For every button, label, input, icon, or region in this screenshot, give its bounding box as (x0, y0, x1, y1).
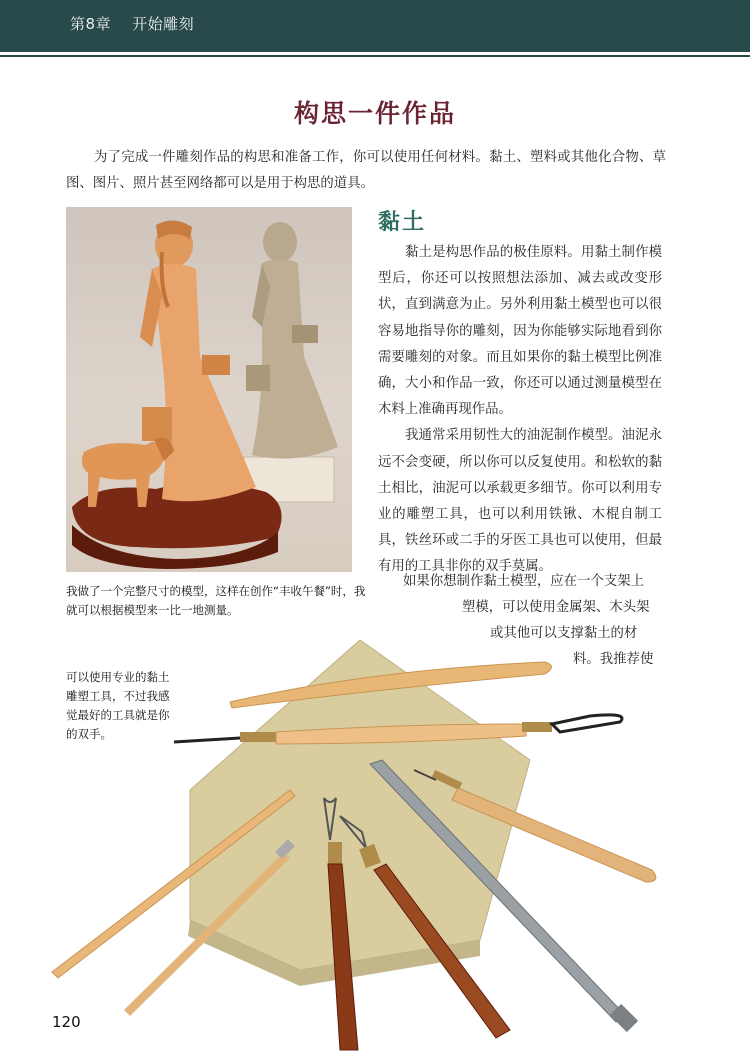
clay-paragraph-3-line-3: 或其他可以支撑黏土的材 (490, 626, 638, 641)
clay-paragraph-3-line-4: 料。我推荐使 (573, 652, 654, 667)
chapter-title: 开始雕刻 (132, 15, 195, 33)
clay-section-body (378, 240, 662, 581)
clay-paragraph-3-line-2: 塑模，可以使用金属架、木头架 (462, 600, 650, 615)
sculpting-tools-photo (40, 620, 690, 1059)
section-title-clay: 黏土 (378, 209, 427, 235)
clay-model-photo (66, 207, 352, 572)
clay-paragraph-1: 黏土是构思作品的极佳原料。用黏土制作模型后，你还可以按照想法添加、减去或改变形状，直到满意为止。另外利用黏土模型也可以很容易地指导你的雕刻，因为你能够实际地看到你需要雕刻的对象。而且如果你的黏土模型比例准确，大小和作品一致，你还可以通过测量模型在木料上准确再现作品。 (378, 245, 662, 418)
tools-photo-caption: 可以使用专业的黏土雕塑工具，不过我感觉最好的工具就是你的双手。 (66, 670, 170, 741)
clay-paragraph-3-line-1: 如果你想制作黏土模型，应在一个支架上 (403, 574, 645, 589)
chapter-number: 第8章 (70, 15, 112, 33)
page-header (0, 0, 750, 52)
page-title: 构思一件作品 (293, 99, 456, 128)
clay-paragraph-2: 我通常采用韧性大的油泥制作模型。油泥永远不会变硬，所以你可以反复使用。和松软的黏土相比，油泥可以承载更多细节。你可以利用专业的雕塑工具，也可以利用铁锹、木棍自制工具，铁丝环或二手的牙医工具也可以使用，但最有用的工具非你的双手莫属。 (378, 428, 662, 575)
header-rule (0, 55, 750, 57)
clay-model-illustration (66, 207, 352, 572)
chapter-heading (70, 13, 194, 34)
sculpting-tools-illustration (40, 620, 690, 1059)
page-number: 120 (52, 1013, 81, 1031)
intro-paragraph: 为了完成一件雕刻作品的构思和准备工作，你可以使用任何材料。黏土、塑料或其他化合物、草图、图片、照片甚至网络都可以是用于构思的道具。 (66, 150, 666, 191)
model-photo-caption: 我做了一个完整尺寸的模型，这样在创作“丰收午餐”时，我就可以根据模型来一比一地测量。 (66, 584, 366, 617)
